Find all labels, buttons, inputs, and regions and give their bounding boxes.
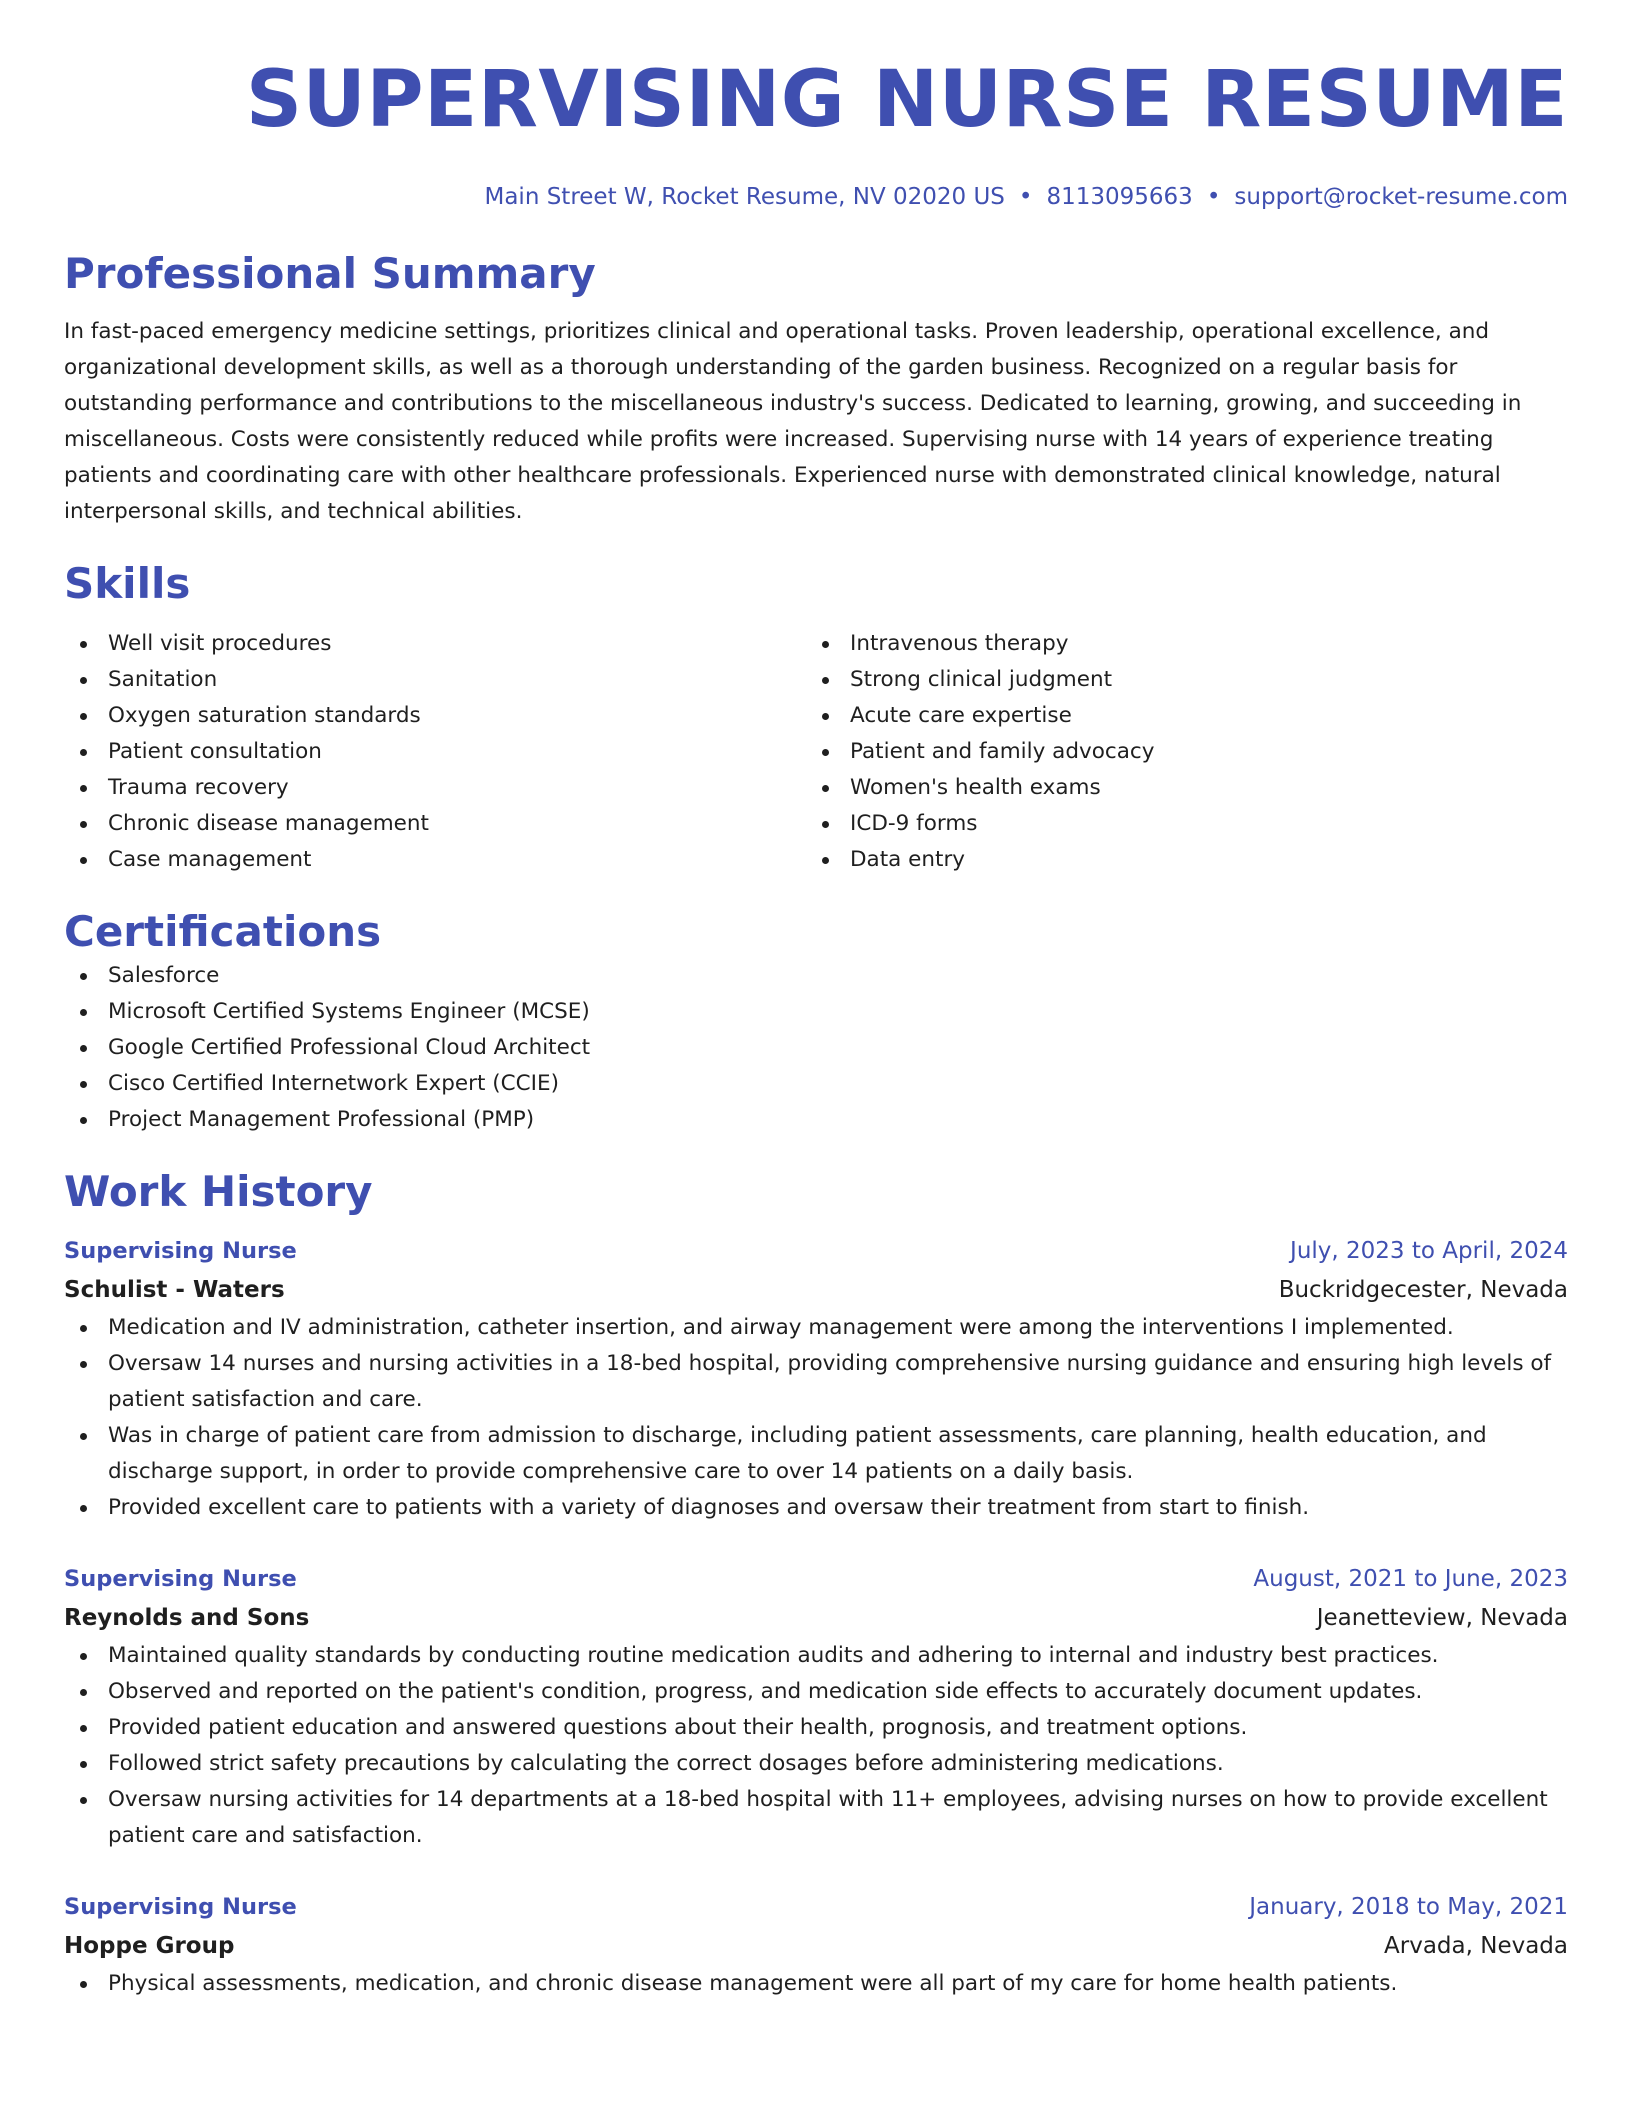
job-company: Schulist - Waters: [64, 1277, 285, 1303]
job-duty-item: Medication and IV administration, catheter insertion, and airway management were among the interventions I implemented.: [64, 1310, 1568, 1346]
job-duties-list: [64, 1638, 1568, 1854]
skill-item: Acute care expertise: [806, 698, 1548, 734]
contact-separator: •: [1018, 184, 1033, 210]
job-duty-item: Followed strict safety precautions by calculating the correct dosages before administering medications.: [64, 1746, 1568, 1782]
skills-list: [64, 626, 1568, 878]
job-company: Hoppe Group: [64, 1933, 235, 1959]
job-duties-list: [64, 1966, 1568, 2002]
job-employer-row: [64, 1926, 1568, 1966]
certification-item: Project Management Professional (PMP): [64, 1102, 1568, 1138]
skills-column-left: [64, 626, 806, 878]
skill-item: Patient and family advocacy: [806, 734, 1548, 770]
certification-item: Cisco Certified Internetwork Expert (CCIE): [64, 1066, 1568, 1102]
skill-item: Oxygen saturation standards: [64, 698, 806, 734]
contact-line: [64, 182, 1568, 212]
job-company: Reynolds and Sons: [64, 1605, 310, 1631]
skills-column-right: [806, 626, 1548, 878]
job-header-row: [64, 1560, 1568, 1598]
job-location: Buckridgecester, Nevada: [1278, 1277, 1568, 1303]
contact-email[interactable]: support@rocket-resume.com: [1234, 184, 1568, 210]
certification-item: Salesforce: [64, 958, 1568, 994]
certifications-heading: Certifications: [64, 907, 382, 956]
job-duty-item: Provided excellent care to patients with a variety of diagnoses and oversaw their treatment from start to finish.: [64, 1490, 1568, 1526]
job-duty-item: Observed and reported on the patient's condition, progress, and medication side effects to accurately document updates.: [64, 1674, 1568, 1710]
skill-item: Sanitation: [64, 662, 806, 698]
skill-item: Data entry: [806, 842, 1548, 878]
skill-item: Case management: [64, 842, 806, 878]
resume-title: SUPERVISING NURSE RESUME: [245, 55, 1568, 145]
job-entry: [64, 1888, 1568, 2002]
skill-item: Intravenous therapy: [806, 626, 1548, 662]
job-dates: August, 2021 to June, 2023: [1253, 1566, 1568, 1592]
skill-item: Well visit procedures: [64, 626, 806, 662]
job-duty-item: Maintained quality standards by conducting routine medication audits and adhering to internal and industry best practices.: [64, 1638, 1568, 1674]
certifications-list: [64, 958, 1568, 1138]
job-entry: [64, 1232, 1568, 1526]
summary-text: In fast-paced emergency medicine settings, prioritizes clinical and operational tasks. Proven leadership, operational excellence, and organizational development skills, as well as a thorough understanding of the garden business. Recognized on a regular basis for outstanding performance and contributions to the miscellaneous industry's success. Dedicated to learning, growing, and succeeding in miscellaneous. Costs were consistently reduced while profits were increased. Supervising nurse with 14 years of experience treating patients and coordinating care with other healthcare professionals. Experienced nurse with demonstrated clinical knowledge, natural interpersonal skills, and technical abilities.: [64, 319, 1522, 524]
job-employer-row: [64, 1270, 1568, 1310]
job-location: Jeanetteview, Nevada: [1316, 1605, 1568, 1631]
certification-item: Google Certified Professional Cloud Architect: [64, 1030, 1568, 1066]
job-duty-item: Was in charge of patient care from admission to discharge, including patient assessments, care planning, health education, and discharge support, in order to provide comprehensive care to over 14 patients on a daily basis.: [64, 1418, 1568, 1490]
job-header-row: [64, 1888, 1568, 1926]
job-duty-item: Oversaw nursing activities for 14 departments at a 18-bed hospital with 11+ employees, advising nurses on how to provide excellent patient care and satisfaction.: [64, 1782, 1568, 1854]
skill-item: Women's health exams: [806, 770, 1548, 806]
contact-separator: •: [1206, 184, 1221, 210]
skill-item: ICD-9 forms: [806, 806, 1548, 842]
job-duty-item: Oversaw 14 nurses and nursing activities in a 18-bed hospital, providing comprehensive nursing guidance and ensuring high levels of patient satisfaction and care.: [64, 1346, 1568, 1418]
job-duty-item: Provided patient education and answered questions about their health, prognosis, and treatment options.: [64, 1710, 1568, 1746]
job-dates: January, 2018 to May, 2021: [1249, 1894, 1568, 1920]
contact-phone[interactable]: 8113095663: [1046, 184, 1193, 210]
job-duties-list: [64, 1310, 1568, 1526]
job-entry: [64, 1560, 1568, 1854]
job-location: Arvada, Nevada: [1384, 1933, 1568, 1959]
contact-address: Main Street W, Rocket Resume, NV 02020 US: [484, 184, 1005, 210]
skills-heading: Skills: [64, 559, 191, 608]
job-employer-row: [64, 1598, 1568, 1638]
skill-item: Strong clinical judgment: [806, 662, 1548, 698]
skill-item: Trauma recovery: [64, 770, 806, 806]
job-duty-item: Physical assessments, medication, and chronic disease management were all part of my care for home health patients.: [64, 1966, 1568, 2002]
summary-heading: Professional Summary: [64, 249, 596, 298]
work-history-heading: Work History: [64, 1167, 373, 1216]
certification-item: Microsoft Certified Systems Engineer (MCSE): [64, 994, 1568, 1030]
skill-item: Patient consultation: [64, 734, 806, 770]
job-title: Supervising Nurse: [64, 1894, 297, 1920]
job-title: Supervising Nurse: [64, 1566, 297, 1592]
job-header-row: [64, 1232, 1568, 1270]
skill-item: Chronic disease management: [64, 806, 806, 842]
job-title: Supervising Nurse: [64, 1238, 297, 1264]
job-dates: July, 2023 to April, 2024: [1290, 1238, 1568, 1264]
